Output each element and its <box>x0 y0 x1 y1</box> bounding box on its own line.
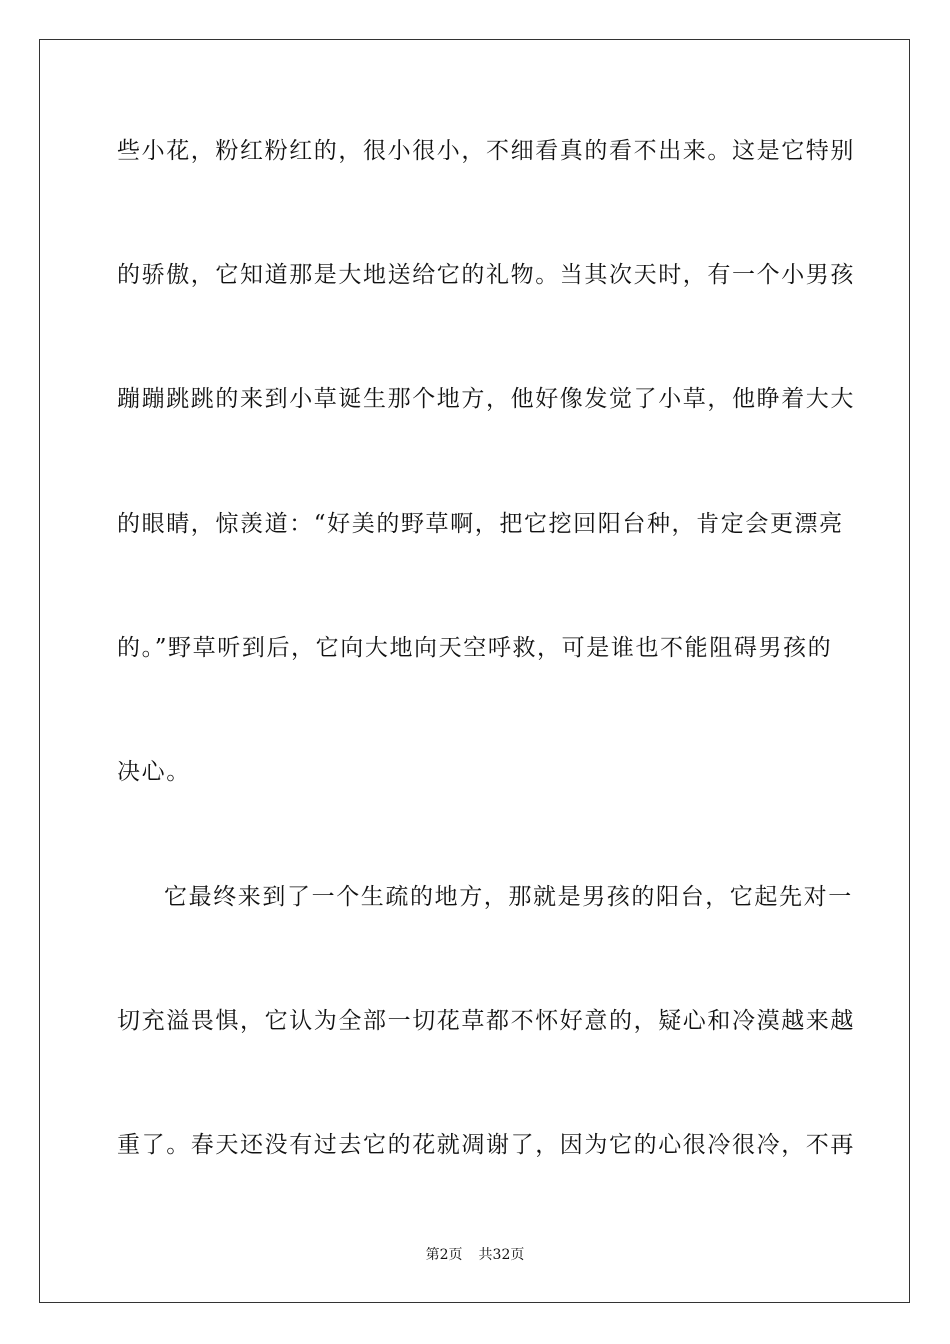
page-count: 共32页 <box>478 1247 525 1263</box>
text-line: 的。”野草听到后，它向大地向天空呼救，可是谁也不能阻碍男孩的 <box>117 635 833 661</box>
text-line: 决心。 <box>117 759 191 785</box>
text-line: 切充溢畏惧，它认为全部一切花草都不怀好意的，疑心和冷漠越来越 <box>117 1008 855 1034</box>
text-line: 蹦蹦跳跳的来到小草诞生那个地方，他好像发觉了小草，他睁着大大 <box>117 386 855 412</box>
text-line: 些小花，粉红粉红的，很小很小，不细看真的看不出来。这是它特别 <box>117 138 855 164</box>
page-border <box>39 39 910 1303</box>
page-number: 第2页 <box>425 1247 463 1263</box>
page-footer <box>0 1246 950 1264</box>
text-line: 重了。春天还没有过去它的花就凋谢了，因为它的心很冷很冷，不再 <box>117 1132 855 1158</box>
paragraph-first-line: 它最终来到了一个生疏的地方，那就是男孩的阳台，它起先对一 <box>164 884 853 910</box>
text-line: 的眼睛，惊羡道：“好美的野草啊，把它挖回阳台种，肯定会更漂亮 <box>117 511 844 537</box>
text-line: 的骄傲，它知道那是大地送给它的礼物。当其次天时，有一个小男孩 <box>117 262 855 288</box>
